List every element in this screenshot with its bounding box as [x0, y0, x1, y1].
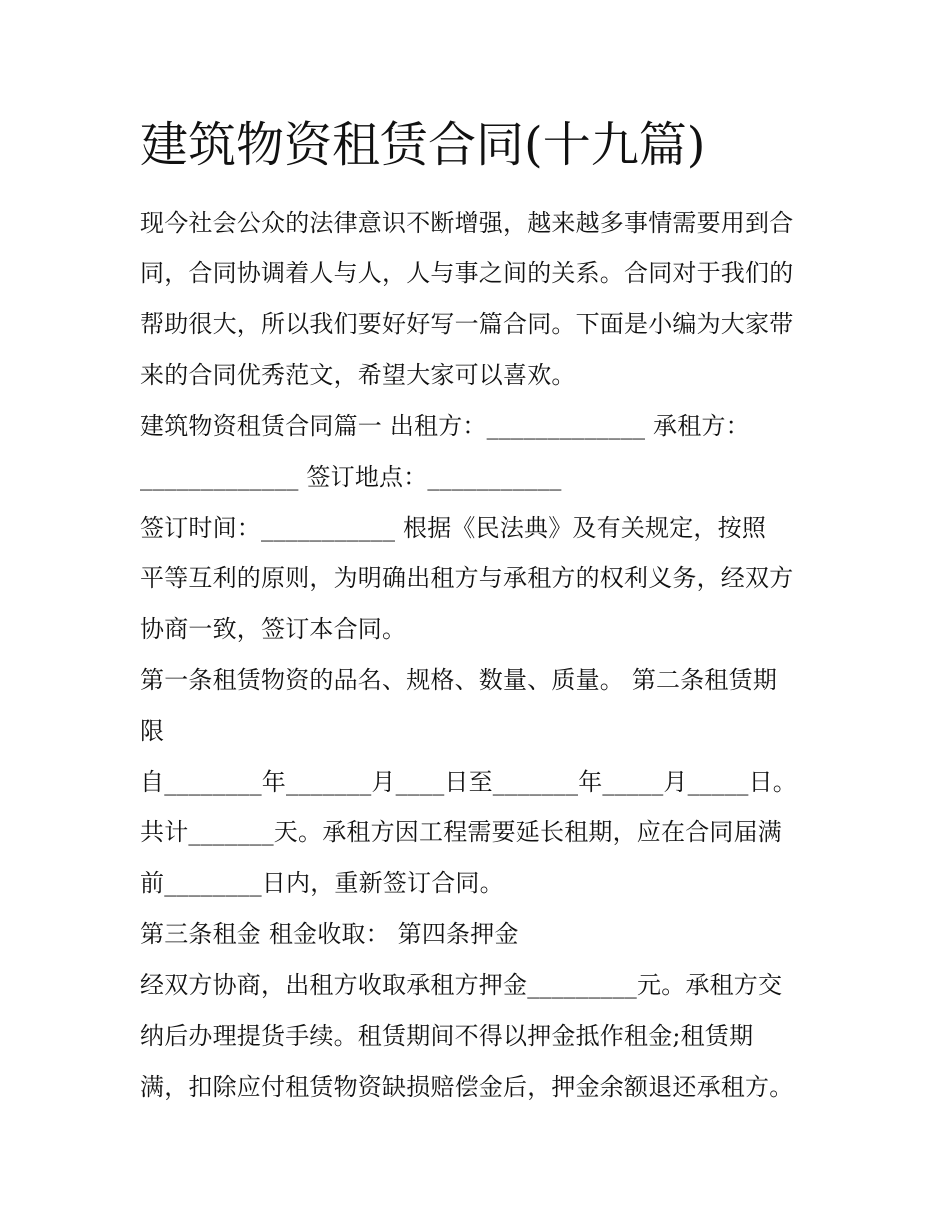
paragraph-line: 限 — [140, 717, 165, 745]
paragraph-line: 帮助很大，所以我们要好好写一篇合同。下面是小编为大家带 — [140, 310, 794, 338]
paragraph-line: 现今社会公众的法律意识不断增强，越来越多事情需要用到合 — [140, 209, 794, 237]
document-title: 建筑物资租赁合同(十九篇) — [140, 117, 706, 173]
paragraph-line: 来的合同优秀范文，希望大家可以喜欢。 — [140, 361, 576, 389]
paragraph-line: 建筑物资租赁合同篇一 出租方：_____________ 承租方： — [140, 412, 750, 440]
paragraph-line: 签订时间：___________ 根据《民法典》及有关规定，按照 — [140, 514, 767, 542]
paragraph-line: 同，合同协调着人与人，人与事之间的关系。合同对于我们的 — [140, 259, 794, 287]
paragraph-line: 前________日内，重新签订合同。 — [140, 869, 504, 897]
paragraph-line: 自________年_______月____日至_______年_____月_____日。 — [140, 768, 797, 796]
paragraph-line: 经双方协商，出租方收取承租方押金_________元。承租方交 — [140, 971, 783, 999]
paragraph-line: 共计_______天。承租方因工程需要延长租期，应在合同届满 — [140, 818, 782, 846]
paragraph-line: 第三条租金 租金收取： 第四条押金 — [140, 920, 519, 948]
paragraph-line: 协商一致，签订本合同。 — [140, 615, 407, 643]
paragraph-line: 纳后办理提货手续。租赁期间不得以押金抵作租金;租赁期 — [140, 1022, 754, 1050]
paragraph-line: 平等互利的原则，为明确出租方与承租方的权利义务，经双方 — [140, 564, 794, 592]
paragraph-line: 满，扣除应付租赁物资缺损赔偿金后，押金余额退还承租方。 — [140, 1073, 794, 1101]
paragraph-line: _____________ 签订地点：___________ — [140, 463, 562, 491]
paragraph-line: 第一条租赁物资的品名、规格、数量、质量。 第二条租赁期 — [140, 666, 778, 694]
